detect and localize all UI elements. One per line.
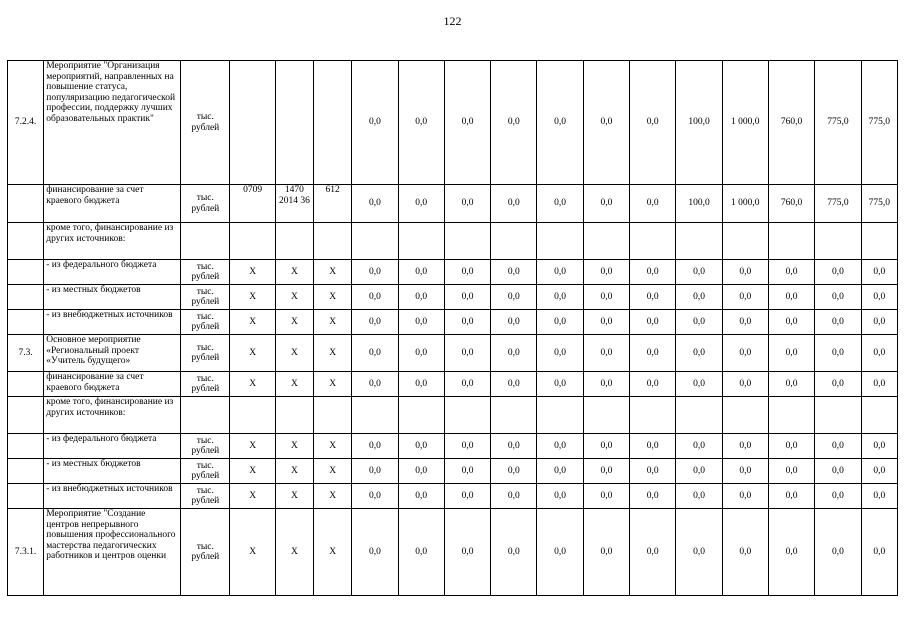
value-cell: 0,0 [398, 310, 444, 335]
table-row [8, 434, 898, 459]
value-cell [537, 223, 583, 260]
value-cell: 0,0 [676, 484, 722, 509]
value-cell: 0,0 [537, 260, 583, 285]
code-cell: X [230, 335, 275, 372]
value-cell: 0,0 [398, 509, 444, 596]
unit-cell: тыс. рублей [181, 372, 230, 397]
value-cell: 0,0 [398, 260, 444, 285]
row-name-cell: - из внебюджетных источников [44, 310, 181, 335]
table-row [8, 509, 898, 596]
value-cell: 0,0 [352, 434, 398, 459]
table-row [8, 61, 898, 185]
row-name-cell: - из местных бюджетов [44, 459, 181, 484]
value-cell: 0,0 [815, 285, 861, 310]
code-cell: X [275, 310, 313, 335]
value-cell: 0,0 [398, 285, 444, 310]
value-cell: 0,0 [815, 310, 861, 335]
row-name-cell: - из внебюджетных источников [44, 484, 181, 509]
value-cell: 0,0 [398, 61, 444, 185]
code-cell: X [275, 509, 313, 596]
code-cell: X [314, 372, 352, 397]
code-cell: X [230, 310, 275, 335]
value-cell [815, 223, 861, 260]
value-cell: 0,0 [444, 484, 490, 509]
value-cell: 0,0 [583, 509, 629, 596]
code-cell: X [314, 484, 352, 509]
value-cell: 775,0 [815, 61, 861, 185]
code-cell [314, 397, 352, 434]
value-cell [352, 397, 398, 434]
row-name-cell: кроме того, финансирование из других источников: [44, 223, 181, 260]
code-cell: X [275, 285, 313, 310]
value-cell: 0,0 [398, 185, 444, 223]
value-cell: 0,0 [491, 335, 537, 372]
value-cell: 0,0 [676, 459, 722, 484]
value-cell: 0,0 [491, 459, 537, 484]
value-cell: 0,0 [583, 372, 629, 397]
value-cell: 0,0 [444, 372, 490, 397]
value-cell: 0,0 [722, 459, 768, 484]
code-cell: X [230, 459, 275, 484]
value-cell: 0,0 [444, 185, 490, 223]
table-row [8, 459, 898, 484]
code-cell: X [275, 459, 313, 484]
value-cell: 0,0 [861, 372, 897, 397]
value-cell: 0,0 [722, 285, 768, 310]
value-cell: 0,0 [583, 260, 629, 285]
value-cell [768, 223, 814, 260]
value-cell [583, 223, 629, 260]
value-cell: 0,0 [630, 185, 676, 223]
value-cell [861, 397, 897, 434]
table-row [8, 310, 898, 335]
value-cell: 0,0 [768, 509, 814, 596]
value-cell: 0,0 [722, 509, 768, 596]
unit-cell: тыс. рублей [181, 185, 230, 223]
value-cell [444, 397, 490, 434]
value-cell: 0,0 [722, 310, 768, 335]
code-cell: 0709 [230, 185, 275, 223]
value-cell: 0,0 [352, 185, 398, 223]
value-cell: 0,0 [583, 434, 629, 459]
row-name-cell: Основное мероприятие «Региональный проект «Учитель будущего» [44, 335, 181, 372]
value-cell [444, 223, 490, 260]
row-number-cell [8, 484, 44, 509]
value-cell: 0,0 [722, 372, 768, 397]
value-cell: 0,0 [861, 459, 897, 484]
row-name-cell: финансирование за счет краевого бюджета [44, 185, 181, 223]
code-cell: X [314, 459, 352, 484]
value-cell: 0,0 [676, 310, 722, 335]
value-cell [352, 223, 398, 260]
value-cell: 0,0 [815, 260, 861, 285]
value-cell: 0,0 [583, 61, 629, 185]
row-name-cell: Мероприятие "Организация мероприятий, направленных на повышение статуса, популяризацию педагогической профессии, поддержку лучших образовательных практик" [44, 61, 181, 185]
code-cell: X [275, 484, 313, 509]
code-cell: X [275, 434, 313, 459]
unit-cell: тыс. рублей [181, 459, 230, 484]
value-cell [398, 223, 444, 260]
value-cell: 0,0 [444, 310, 490, 335]
value-cell [398, 397, 444, 434]
value-cell: 0,0 [537, 310, 583, 335]
value-cell: 0,0 [676, 335, 722, 372]
unit-cell: тыс. рублей [181, 61, 230, 185]
code-cell: X [314, 285, 352, 310]
value-cell: 0,0 [537, 61, 583, 185]
value-cell: 0,0 [815, 335, 861, 372]
unit-cell: тыс. рублей [181, 310, 230, 335]
unit-cell: тыс. рублей [181, 509, 230, 596]
table-row [8, 397, 898, 434]
code-cell [230, 61, 275, 185]
value-cell: 0,0 [768, 372, 814, 397]
value-cell: 0,0 [676, 372, 722, 397]
code-cell [230, 223, 275, 260]
value-cell: 0,0 [630, 459, 676, 484]
value-cell: 0,0 [722, 260, 768, 285]
value-cell: 0,0 [491, 509, 537, 596]
row-name-cell: - из федерального бюджета [44, 434, 181, 459]
code-cell: X [314, 260, 352, 285]
value-cell: 0,0 [398, 372, 444, 397]
value-cell: 0,0 [768, 260, 814, 285]
value-cell: 0,0 [815, 459, 861, 484]
table-row [8, 484, 898, 509]
value-cell [630, 223, 676, 260]
code-cell: X [230, 434, 275, 459]
code-cell [275, 397, 313, 434]
value-cell: 0,0 [352, 459, 398, 484]
value-cell: 760,0 [768, 61, 814, 185]
value-cell: 0,0 [583, 459, 629, 484]
value-cell: 0,0 [491, 372, 537, 397]
value-cell: 0,0 [537, 484, 583, 509]
value-cell: 0,0 [537, 335, 583, 372]
value-cell: 0,0 [630, 372, 676, 397]
value-cell: 0,0 [861, 509, 897, 596]
value-cell: 0,0 [768, 285, 814, 310]
row-number-cell [8, 260, 44, 285]
code-cell: X [314, 509, 352, 596]
value-cell: 0,0 [352, 335, 398, 372]
value-cell: 1 000,0 [722, 185, 768, 223]
value-cell: 0,0 [537, 434, 583, 459]
value-cell: 0,0 [398, 484, 444, 509]
value-cell [491, 397, 537, 434]
value-cell: 0,0 [861, 285, 897, 310]
code-cell: X [230, 372, 275, 397]
unit-cell: тыс. рублей [181, 434, 230, 459]
value-cell: 0,0 [491, 434, 537, 459]
value-cell: 775,0 [861, 185, 897, 223]
value-cell: 0,0 [676, 434, 722, 459]
row-number-cell: 7.3.1. [8, 509, 44, 596]
table-row [8, 223, 898, 260]
code-cell [314, 61, 352, 185]
value-cell: 0,0 [398, 434, 444, 459]
value-cell: 0,0 [444, 335, 490, 372]
value-cell: 1 000,0 [722, 61, 768, 185]
value-cell [722, 223, 768, 260]
unit-cell [181, 223, 230, 260]
value-cell: 0,0 [768, 335, 814, 372]
code-cell [275, 223, 313, 260]
value-cell: 0,0 [444, 509, 490, 596]
unit-cell: тыс. рублей [181, 335, 230, 372]
value-cell: 0,0 [491, 260, 537, 285]
row-name-cell: - из федерального бюджета [44, 260, 181, 285]
value-cell: 0,0 [491, 310, 537, 335]
row-number-cell [8, 459, 44, 484]
code-cell: X [275, 372, 313, 397]
value-cell: 0,0 [537, 372, 583, 397]
code-cell: X [230, 260, 275, 285]
row-number-cell [8, 285, 44, 310]
value-cell: 0,0 [815, 484, 861, 509]
value-cell: 0,0 [444, 434, 490, 459]
row-number-cell [8, 310, 44, 335]
value-cell: 0,0 [444, 260, 490, 285]
value-cell [676, 223, 722, 260]
value-cell: 0,0 [630, 310, 676, 335]
code-cell: X [314, 310, 352, 335]
page-number: 122 [443, 14, 462, 28]
value-cell [861, 223, 897, 260]
value-cell [537, 397, 583, 434]
value-cell: 0,0 [352, 509, 398, 596]
code-cell: X [230, 484, 275, 509]
value-cell: 0,0 [676, 260, 722, 285]
code-cell: X [314, 434, 352, 459]
value-cell: 0,0 [630, 285, 676, 310]
row-number-cell [8, 372, 44, 397]
value-cell: 0,0 [722, 484, 768, 509]
value-cell: 0,0 [537, 509, 583, 596]
value-cell: 0,0 [352, 372, 398, 397]
row-number-cell [8, 223, 44, 260]
value-cell: 0,0 [630, 260, 676, 285]
value-cell: 0,0 [583, 285, 629, 310]
value-cell: 0,0 [352, 285, 398, 310]
unit-cell [181, 397, 230, 434]
value-cell [815, 397, 861, 434]
value-cell: 0,0 [583, 185, 629, 223]
value-cell: 0,0 [537, 185, 583, 223]
row-number-cell [8, 397, 44, 434]
value-cell: 0,0 [861, 335, 897, 372]
value-cell: 0,0 [444, 61, 490, 185]
row-number-cell [8, 185, 44, 223]
value-cell: 100,0 [676, 185, 722, 223]
value-cell: 775,0 [815, 185, 861, 223]
row-number-cell: 7.2.4. [8, 61, 44, 185]
value-cell: 0,0 [491, 285, 537, 310]
value-cell: 0,0 [768, 459, 814, 484]
value-cell: 0,0 [583, 310, 629, 335]
value-cell: 0,0 [861, 310, 897, 335]
value-cell: 0,0 [768, 310, 814, 335]
row-number-cell: 7.3. [8, 335, 44, 372]
code-cell: X [230, 285, 275, 310]
budget-table [7, 60, 898, 596]
code-cell [275, 61, 313, 185]
value-cell: 0,0 [676, 285, 722, 310]
value-cell: 0,0 [537, 459, 583, 484]
code-cell [230, 397, 275, 434]
value-cell: 0,0 [630, 61, 676, 185]
value-cell: 0,0 [630, 484, 676, 509]
row-name-cell: финансирование за счет краевого бюджета [44, 372, 181, 397]
value-cell: 0,0 [722, 434, 768, 459]
value-cell: 0,0 [768, 484, 814, 509]
value-cell: 0,0 [583, 484, 629, 509]
value-cell: 0,0 [630, 335, 676, 372]
value-cell: 0,0 [444, 285, 490, 310]
value-cell: 0,0 [861, 484, 897, 509]
code-cell: 1470 2014 36 [275, 185, 313, 223]
code-cell [314, 223, 352, 260]
value-cell: 0,0 [583, 335, 629, 372]
value-cell: 0,0 [491, 61, 537, 185]
code-cell: X [314, 335, 352, 372]
value-cell: 0,0 [861, 260, 897, 285]
value-cell: 775,0 [861, 61, 897, 185]
value-cell: 760,0 [768, 185, 814, 223]
value-cell: 0,0 [491, 185, 537, 223]
value-cell: 0,0 [676, 509, 722, 596]
value-cell: 0,0 [398, 335, 444, 372]
value-cell: 0,0 [537, 285, 583, 310]
value-cell: 0,0 [352, 260, 398, 285]
value-cell: 0,0 [444, 459, 490, 484]
table-row [8, 260, 898, 285]
value-cell: 0,0 [352, 484, 398, 509]
code-cell: X [230, 509, 275, 596]
value-cell: 0,0 [630, 434, 676, 459]
code-cell: X [275, 335, 313, 372]
code-cell: 612 [314, 185, 352, 223]
value-cell: 0,0 [722, 335, 768, 372]
row-name-cell: - из местных бюджетов [44, 285, 181, 310]
value-cell: 0,0 [815, 372, 861, 397]
value-cell: 0,0 [352, 310, 398, 335]
value-cell [630, 397, 676, 434]
unit-cell: тыс. рублей [181, 285, 230, 310]
value-cell: 0,0 [352, 61, 398, 185]
code-cell: X [275, 260, 313, 285]
value-cell [768, 397, 814, 434]
unit-cell: тыс. рублей [181, 484, 230, 509]
value-cell [491, 223, 537, 260]
row-name-cell: кроме того, финансирование из других источников: [44, 397, 181, 434]
value-cell: 0,0 [630, 509, 676, 596]
value-cell: 0,0 [768, 434, 814, 459]
value-cell [583, 397, 629, 434]
value-cell: 0,0 [861, 434, 897, 459]
table-row [8, 285, 898, 310]
value-cell: 0,0 [491, 484, 537, 509]
value-cell: 100,0 [676, 61, 722, 185]
value-cell [722, 397, 768, 434]
table-row [8, 335, 898, 372]
row-number-cell [8, 434, 44, 459]
value-cell: 0,0 [815, 509, 861, 596]
value-cell: 0,0 [815, 434, 861, 459]
value-cell: 0,0 [398, 459, 444, 484]
table-row [8, 372, 898, 397]
table-row [8, 185, 898, 223]
value-cell [676, 397, 722, 434]
row-name-cell: Мероприятие "Создание центров непрерывного повышения профессионального мастерства педагогических работников и центров оценки [44, 509, 181, 596]
unit-cell: тыс. рублей [181, 260, 230, 285]
